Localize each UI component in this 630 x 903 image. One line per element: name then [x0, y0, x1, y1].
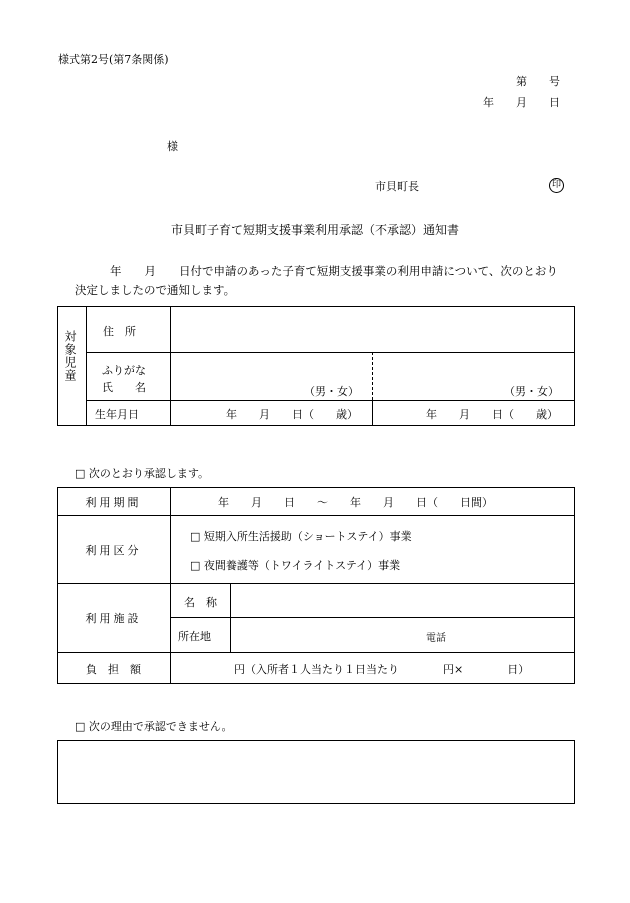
deny-checkbox-label[interactable]: □ 次の理由で承認できません。 — [75, 720, 233, 733]
birth-label: 生年月日 — [95, 408, 139, 421]
issuer-name: 市貝町長 — [375, 180, 419, 193]
child-side-label: 対象児童 — [63, 330, 77, 382]
gender-right: （男・女） — [504, 385, 559, 398]
charge-label: 負 担 額 — [86, 663, 141, 676]
facility-location-label: 所在地 — [178, 630, 211, 643]
intro-line-2: 決定しましたので通知します。 — [75, 283, 236, 297]
approval-table — [57, 487, 575, 684]
addressee-suffix: 様 — [167, 140, 178, 153]
approve-checkbox-label[interactable]: □ 次のとおり承認します。 — [75, 467, 210, 480]
seal-mark: 印 — [549, 178, 564, 193]
facility-name-label: 名 称 — [184, 596, 217, 609]
document-number: 第 号 — [516, 75, 560, 88]
deny-reason-box[interactable] — [57, 740, 575, 804]
birth-right: 年 月 日（ 歳） — [426, 408, 558, 421]
name-label: 氏 名 — [102, 381, 146, 394]
period-label: 利用期間 — [85, 496, 142, 509]
intro-line-1: 年 月 日付で申請のあった子育て短期支援事業の利用申請について、次のとおり — [110, 264, 558, 278]
address-label: 住 所 — [103, 325, 136, 338]
form-number: 様式第2号(第7条関係) — [58, 53, 169, 66]
category-option-twilight-stay[interactable]: □ 夜間養護等（トワイライトステイ）事業 — [190, 559, 401, 572]
document-title: 市貝町子育て短期支援事業利用承認（不承認）通知書 — [170, 223, 459, 237]
birth-left: 年 月 日（ 歳） — [226, 408, 358, 421]
furigana-label: ふりがな — [102, 364, 146, 377]
issue-date: 年 月 日 — [483, 96, 560, 109]
category-label: 利用区分 — [85, 544, 142, 557]
facility-label: 利用施設 — [85, 612, 142, 625]
seal-icon — [549, 177, 564, 193]
phone-label: 電話 — [426, 633, 446, 644]
category-option-short-stay[interactable]: □ 短期入所生活援助（ショートステイ）事業 — [190, 530, 412, 543]
charge-value: 円（入所者１人当たり１日当たり 円× 日） — [234, 663, 530, 676]
gender-left: （男・女） — [304, 385, 359, 398]
period-value: 年 月 日 〜 年 月 日（ 日間） — [218, 496, 493, 509]
